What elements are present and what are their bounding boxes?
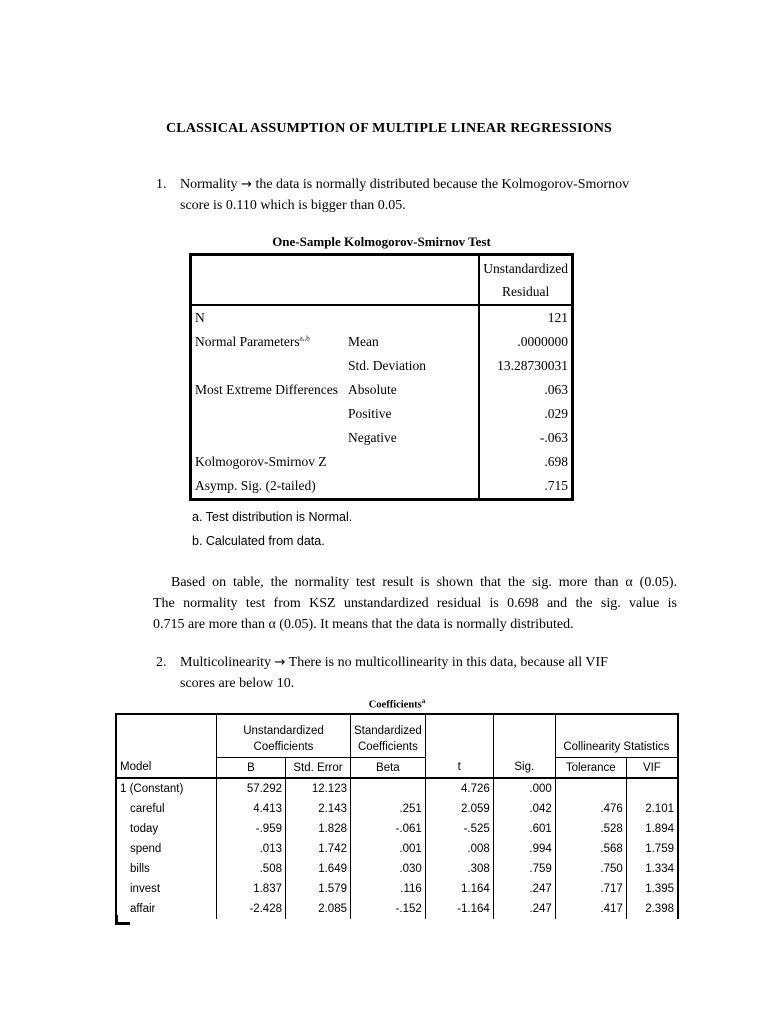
coef-t: -.525 (425, 819, 493, 839)
coefficients-table (115, 713, 679, 919)
ks-header-cell (479, 255, 572, 306)
coef-sig: .000 (493, 778, 555, 799)
paragraph-line: Based on table, the normality test result is shown that the sig. more than α (0.05). (171, 575, 677, 590)
item-lead: Multicolinearity (180, 655, 271, 670)
coef-row (116, 859, 678, 879)
coef-header-std-2: Coefficients (357, 741, 418, 753)
item-line1: There is no multicollinearity in this data, because all VIF (285, 655, 608, 670)
ks-header-line2: Residual (502, 284, 550, 299)
ks-header-line1: Unstandardized (483, 261, 568, 276)
coef-model: affair (116, 899, 217, 919)
coef-tol: .417 (555, 899, 626, 919)
ks-row (191, 330, 573, 354)
coef-row (116, 899, 678, 919)
coef-b: .013 (217, 839, 286, 859)
coef-header-collin: Collinearity Statistics (555, 714, 678, 758)
coef-header-blank (116, 714, 217, 758)
coef-se: 1.742 (286, 839, 351, 859)
coef-vif: 1.759 (626, 839, 678, 859)
ks-row-label: Asymp. Sig. (2-tailed) (195, 478, 316, 493)
ks-header-row (191, 255, 573, 306)
coef-row (116, 879, 678, 899)
coef-sig: .759 (493, 859, 555, 879)
ks-row-sub (345, 305, 479, 330)
coef-beta (351, 778, 426, 799)
item-text (180, 174, 680, 216)
coef-vif: 1.894 (626, 819, 678, 839)
item-number: 1. (156, 177, 167, 192)
coef-row (116, 778, 678, 799)
coef-beta: .030 (351, 859, 426, 879)
coef-sig: .247 (493, 879, 555, 899)
ks-row (191, 426, 573, 450)
ks-row-label: Most Extreme Differences (195, 382, 338, 397)
coef-col-t: t (425, 758, 493, 779)
ks-row-sub: Negative (348, 430, 397, 445)
coef-header-blank (493, 714, 555, 758)
ks-footnote-b: b. Calculated from data. (192, 534, 325, 548)
coef-b: 1.837 (217, 879, 286, 899)
coef-col-beta: Beta (351, 758, 426, 779)
coef-col-vif: VIF (626, 758, 678, 779)
coef-tol: .750 (555, 859, 626, 879)
coef-se: 2.085 (286, 899, 351, 919)
item-line1: the data is normally distributed because the Kolmogorov-Smornov (251, 177, 630, 192)
ks-row-value: .029 (479, 402, 572, 426)
ks-row-sub: Mean (348, 334, 379, 349)
coef-t: 1.164 (425, 879, 493, 899)
ks-row (191, 354, 573, 378)
coef-caption-text: Coefficients (368, 699, 422, 711)
coef-col-tol: Tolerance (555, 758, 626, 779)
coef-tol: .717 (555, 879, 626, 899)
item-lead: Normality (180, 177, 238, 192)
ks-row-value: 121 (479, 305, 572, 330)
ks-row (191, 378, 573, 402)
ks-table-caption: One-Sample Kolmogorov-Smirnov Test (272, 234, 491, 249)
coef-t: 2.059 (425, 799, 493, 819)
coef-row (116, 839, 678, 859)
ks-row-label (191, 402, 346, 426)
paragraph-line: 0.715 are more than α (0.05). It means that the data is normally distributed. (153, 617, 574, 632)
multicolinearity-item (156, 652, 676, 694)
coef-header-unstd-2: Coefficients (253, 741, 314, 753)
coef-col-model: Model (116, 758, 217, 779)
coef-vif: 2.398 (626, 899, 678, 919)
ks-row-sub (345, 474, 479, 500)
coef-header-row-1 (116, 714, 678, 758)
coef-col-sig: Sig. (493, 758, 555, 779)
ks-row-label (191, 354, 346, 378)
ks-row-label: Kolmogorov-Smirnov Z (195, 454, 327, 469)
coef-tol: .476 (555, 799, 626, 819)
page-title: CLASSICAL ASSUMPTION OF MULTIPLE LINEAR REGRESSIONS (166, 121, 612, 136)
coef-vif (626, 778, 678, 799)
coef-caption-sup: a (421, 697, 426, 705)
coef-model: careful (116, 799, 217, 819)
coef-sig: .042 (493, 799, 555, 819)
coef-beta: .116 (351, 879, 426, 899)
coef-vif: 1.334 (626, 859, 678, 879)
coef-header-unstd (217, 714, 351, 758)
right-arrow-icon: → (274, 655, 286, 670)
coef-col-b: B (217, 758, 286, 779)
coef-sig: .994 (493, 839, 555, 859)
coef-header-row-2 (116, 758, 678, 779)
coef-t: .308 (425, 859, 493, 879)
ks-footnote-a: a. Test distribution is Normal. (192, 510, 353, 524)
coef-t: 4.726 (425, 778, 493, 799)
ks-header-blank (191, 255, 480, 306)
normality-paragraph (153, 572, 677, 635)
ks-row (191, 450, 573, 474)
coef-model: spend (116, 839, 217, 859)
coef-vif: 1.395 (626, 879, 678, 899)
coef-row (116, 799, 678, 819)
coef-se: 1.579 (286, 879, 351, 899)
coef-model: bills (116, 859, 217, 879)
normality-item (156, 174, 676, 216)
item-number: 2. (156, 655, 167, 670)
ks-row-value: -.063 (479, 426, 572, 450)
coef-model: 1 (Constant) (116, 778, 217, 799)
ks-row-label: N (195, 310, 205, 325)
coef-t: -1.164 (425, 899, 493, 919)
right-arrow-icon: → (241, 177, 252, 192)
coef-t: .008 (425, 839, 493, 859)
coef-row (116, 819, 678, 839)
ks-test-table (189, 253, 574, 501)
coef-b: .508 (217, 859, 286, 879)
ks-row-value: .063 (479, 378, 572, 402)
coef-header-std-1: Standardized (354, 725, 422, 737)
coef-se: 12.123 (286, 778, 351, 799)
ks-row-sub: Absolute (348, 382, 397, 397)
coef-b: 4.413 (217, 799, 286, 819)
coef-beta: -.152 (351, 899, 426, 919)
coef-se: 1.828 (286, 819, 351, 839)
ks-row-value: .698 (479, 450, 572, 474)
coef-model: invest (116, 879, 217, 899)
ks-row-sub: Std. Deviation (348, 358, 426, 373)
ks-row-value: 13.28730031 (479, 354, 572, 378)
coef-b: -2.428 (217, 899, 286, 919)
coef-tol: .568 (555, 839, 626, 859)
coef-se: 2.143 (286, 799, 351, 819)
coef-b: -.959 (217, 819, 286, 839)
ks-row-sub: Positive (348, 406, 392, 421)
ks-row-label-text: Normal Parameters (195, 334, 300, 349)
ks-row (191, 402, 573, 426)
ks-row (191, 474, 573, 500)
coef-header-std (351, 714, 426, 758)
coef-header-unstd-1: Unstandardized (243, 725, 324, 737)
coef-model: today (116, 819, 217, 839)
coef-se: 1.649 (286, 859, 351, 879)
ks-row-label (191, 330, 346, 354)
coef-beta: .251 (351, 799, 426, 819)
item-line2: score is 0.110 which is bigger than 0.05. (180, 198, 406, 213)
coef-vif: 2.101 (626, 799, 678, 819)
paragraph-line: The normality test from KSZ unstandardized residual is 0.698 and the sig. value is (153, 596, 677, 611)
coef-sig: .601 (493, 819, 555, 839)
ks-row-label-sup: a,,b (299, 334, 310, 343)
table-corner-mark (115, 915, 130, 925)
coef-sig: .247 (493, 899, 555, 919)
coef-tol: .528 (555, 819, 626, 839)
item-text (180, 652, 680, 694)
coef-beta: -.061 (351, 819, 426, 839)
ks-row-sub (345, 450, 479, 474)
coef-header-blank (425, 714, 493, 758)
ks-row-label (191, 426, 346, 450)
coef-table-caption (115, 697, 679, 711)
coef-beta: .001 (351, 839, 426, 859)
ks-row-value: .0000000 (479, 330, 572, 354)
coef-tol (555, 778, 626, 799)
coef-col-se: Std. Error (286, 758, 351, 779)
item-line2: scores are below 10. (180, 676, 295, 691)
ks-row (191, 305, 573, 330)
ks-row-value: .715 (479, 474, 572, 500)
coef-b: 57.292 (217, 778, 286, 799)
